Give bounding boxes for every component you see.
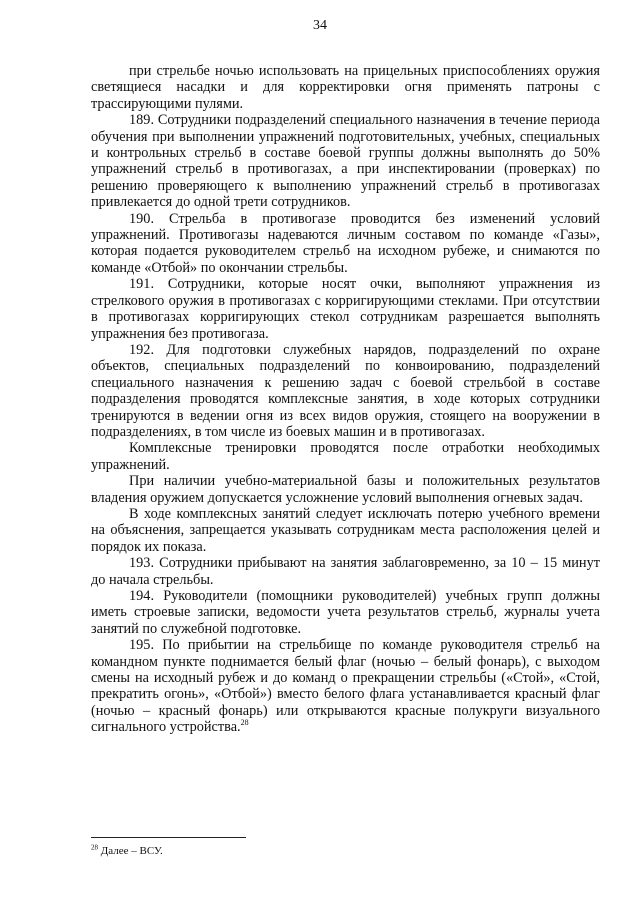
paragraph-material-base: При наличии учебно-материальной базы и положительных результатов владения оружием допускается усложнение условий выполнения огневых задач.: [91, 473, 600, 506]
page-number: 34: [313, 18, 327, 33]
footnote: [91, 845, 163, 857]
body-text: [91, 63, 600, 736]
footnote-reference: 28: [240, 718, 249, 728]
paragraph-complex-trainings: Комплексные тренировки проводятся после отработки необходимых упражнений.: [91, 440, 600, 473]
paragraph-189: 189. Сотрудники подразделений специального назначения в течение периода обучения при выполнении упражнений подготовительных, учебных, специальных и контрольных стрельб в составе боевой группы должны выполнять до 50% упражнений стрельб в противогазах, а при инспектировании (проверках) по решению проверяющего к выполнению упражнений стрельб в противогазах привлекается до одной трети сотрудников.: [91, 112, 600, 211]
footnote-divider: [91, 837, 246, 838]
paragraph-time-loss: В ходе комплексных занятий следует исключать потерю учебного времени на объяснения, запрещается указывать сотрудникам места расположения целей и порядок их показа.: [91, 505, 600, 555]
paragraph-195: [91, 637, 600, 735]
paragraph-195-text: 195. По прибытии на стрельбище по команде руководителя стрельб на командном пункте поднимается белый флаг (ночью – белый фонарь), с выходом смены на исходный рубеж и до команд о прекращении стрельбы («Стой», «Стой, прекратить огонь», «Отбой») вместо белого флага устанавливается красный флаг (ночью – красный фонарь) или открываются красные полукруги визуального сигнального устройства.: [91, 637, 600, 736]
footnote-marker: 28: [91, 843, 98, 852]
paragraph-194: 194. Руководители (помощники руководителей) учебных групп должны иметь строевые записки, ведомости учета результатов стрельб, журналы учета занятий по служебной подготовке.: [91, 588, 600, 637]
paragraph-192: 192. Для подготовки служебных нарядов, подразделений по охране объектов, специальных подразделений по конвоированию, подразделений специального назначения к решению задач с боевой стрельбой в составе подразделения проводятся комплексные занятия, в ходе которых сотрудники тренируются в ведении огня из всех видов оружия, стоящего на вооружении в подразделениях, в том числе из боевых машин и в противогазах.: [91, 341, 600, 440]
paragraph-193: 193. Сотрудники прибывают на занятия заблаговременно, за 10 – 15 минут до начала стрельбы.: [91, 555, 600, 588]
paragraph-191: 191. Сотрудники, которые носят очки, выполняют упражнения из стрелкового оружия в противогазах с корригирующими стеклами. При отсутствии в противогазах корригирующих стекол сотрудникам разрешается выполнять упражнения без противогаза.: [91, 276, 600, 342]
paragraph-190: 190. Стрельба в противогазе проводится без изменений условий упражнений. Противогазы надеваются личным составом по команде «Газы», которая подается руководителем стрельб на исходном рубеже, и снимаются по команде «Отбой» по окончании стрельбы.: [91, 210, 600, 276]
footnote-text: Далее – ВСУ.: [100, 845, 163, 857]
paragraph-continuation: при стрельбе ночью использовать на прицельных приспособлениях оружия светящиеся насадки и для корректировки огня применять патроны с трассирующими пулями.: [91, 63, 600, 112]
